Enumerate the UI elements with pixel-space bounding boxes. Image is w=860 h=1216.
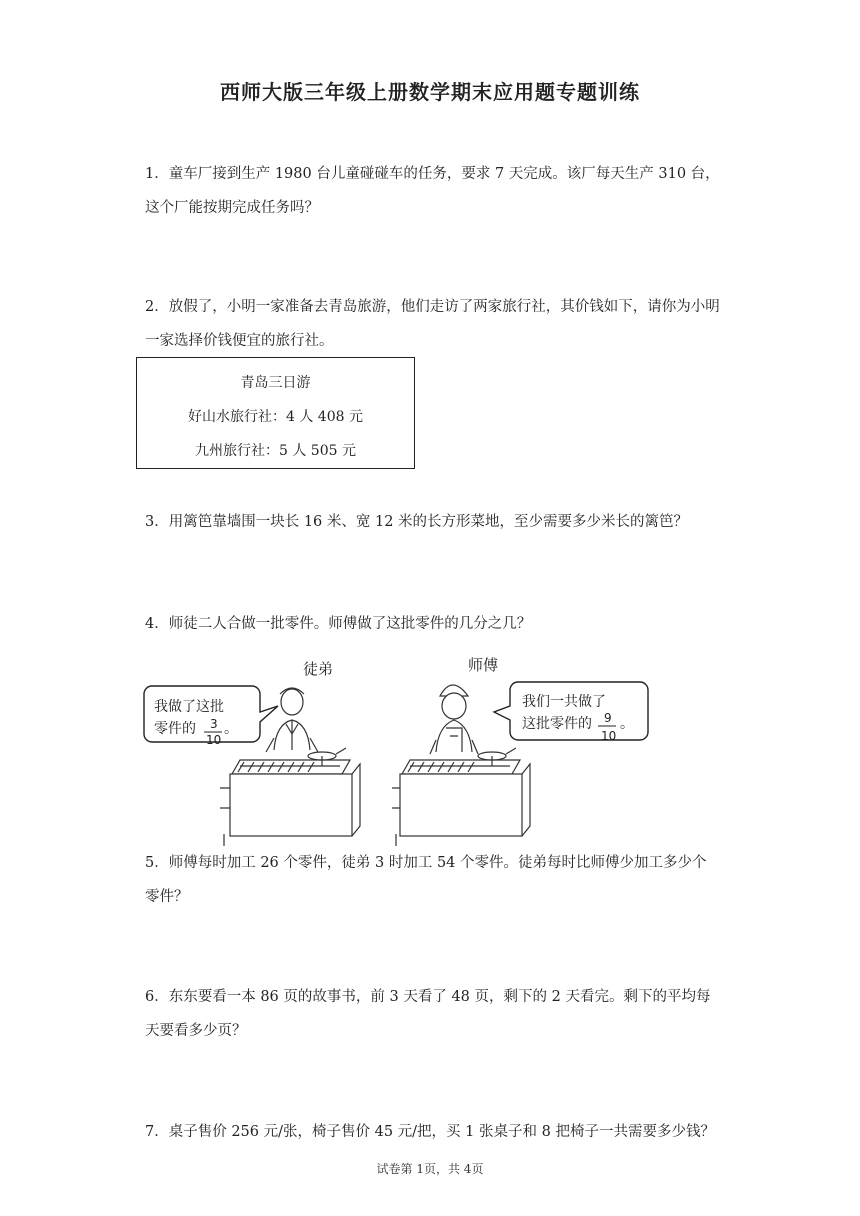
question-6: 6．东东要看一本 86 页的故事书，前 3 天看了 48 页，剩下的 2 天看完。剩下的平均每天要看多少页？: [145, 989, 711, 1039]
master-period: 。: [620, 716, 634, 732]
apprentice-speech-bubble: [144, 686, 278, 747]
apprentice-fraction-numerator: 3: [210, 717, 218, 731]
apprentice-fraction-denominator: 10: [206, 733, 222, 747]
master-bubble-line2: 这批零件的: [522, 716, 592, 732]
question-2: 2．放假了，小明一家准备去青岛旅游，他们走访了两家旅行社，其价钱如下，请你为小明一家选择价钱便宜的旅行社。: [145, 299, 720, 349]
master-fraction-numerator: 9: [604, 711, 612, 725]
master-bubble-line1: 我们一共做了: [522, 694, 606, 710]
apprentice-machine: [220, 748, 360, 846]
apprentice-bubble-line2: 零件的: [154, 721, 196, 737]
travel-price-box: [136, 357, 415, 469]
page-footer: 试卷第 1页，共 4页: [376, 1162, 484, 1176]
apprentice-bubble-line1: 我做了这批: [154, 699, 224, 715]
master-label: 师傅: [468, 656, 499, 674]
travel-box-agency-1: 好山水旅行社：4 人 408 元: [188, 409, 363, 425]
travel-box-heading: 青岛三日游: [240, 375, 311, 391]
question-3: 3．用篱笆靠墙围一块长 16 米、宽 12 米的长方形菜地，至少需要多少米长的篱笆？: [145, 514, 689, 530]
apprentice-figure: [266, 688, 318, 752]
page-title: 西师大版三年级上册数学期末应用题专题训练: [220, 80, 640, 104]
master-fraction-denominator: 10: [601, 729, 617, 743]
apprentice-period: 。: [224, 721, 238, 737]
workers-illustration: [140, 648, 680, 848]
question-4: 4．师徒二人合做一批零件。师傅做了这批零件的几分之几？: [145, 616, 532, 632]
master-machine: [392, 748, 530, 846]
travel-box-agency-2: 九州旅行社：5 人 505 元: [195, 443, 356, 459]
question-7: 7．桌子售价 256 元/张，椅子售价 45 元/把，买 1 张桌子和 8 把椅子一共需要多少钱？: [145, 1124, 715, 1140]
master-figure: [430, 685, 478, 754]
question-1: 1．童车厂接到生产 1980 台儿童碰碰车的任务，要求 7 天完成。该厂每天生产 310 台，这个厂能按期完成任务吗？: [145, 166, 720, 216]
master-speech-bubble: [494, 682, 648, 743]
apprentice-label: 徒弟: [303, 660, 334, 678]
question-5: 5．师傅每时加工 26 个零件，徒弟 3 时加工 54 个零件。徒弟每时比师傅少加工多少个零件？: [145, 855, 707, 905]
